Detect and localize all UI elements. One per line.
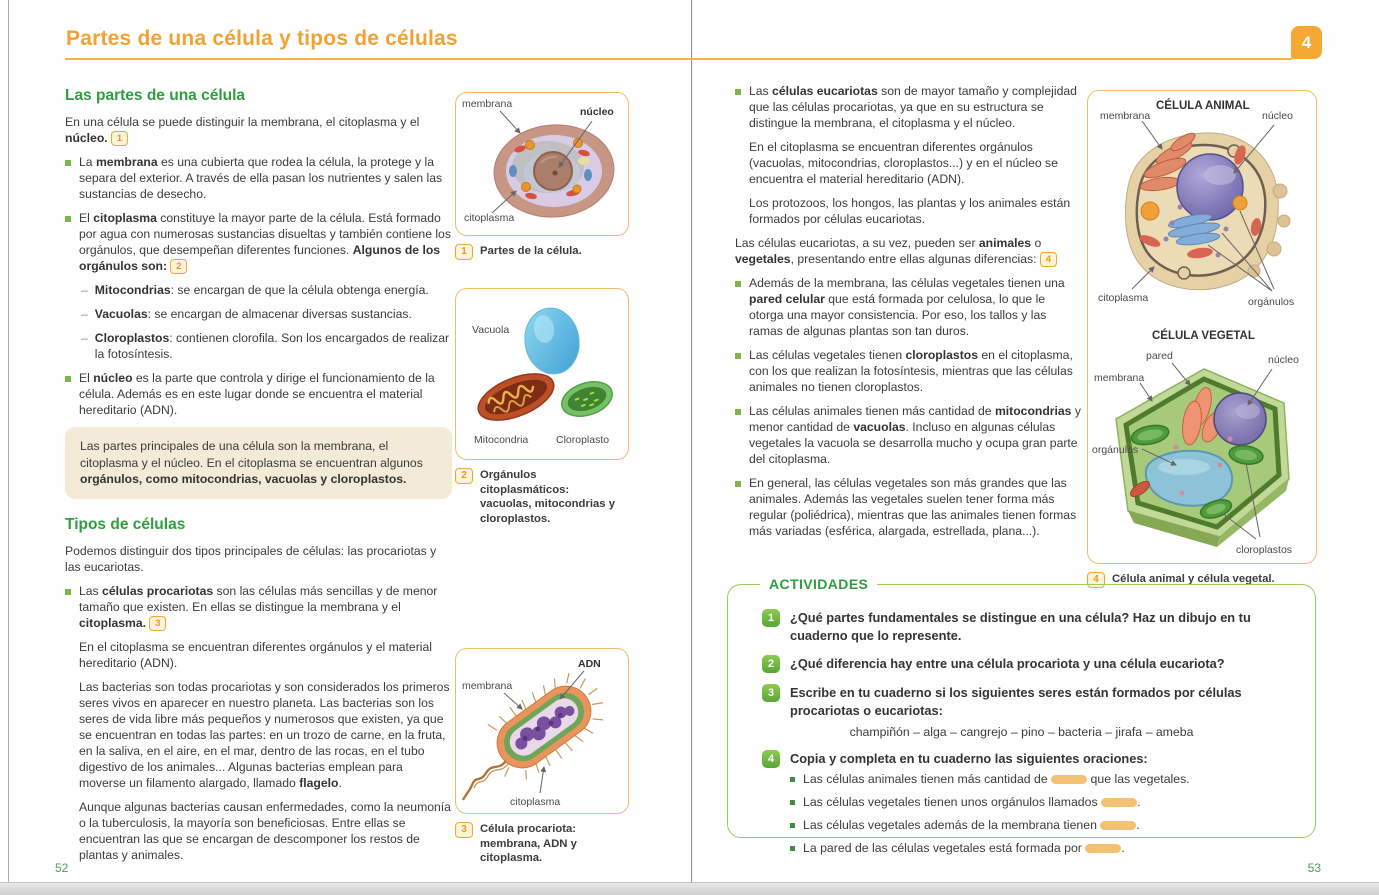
figure-3-procariota (455, 648, 627, 866)
para-animales-vegetales: Las células eucariotas, a su vez, pueden ser animales o vegetales, presentando entre ellas algunas diferencias: 4 (735, 236, 1082, 268)
figure-4-celulas (1087, 90, 1317, 588)
organelles-illustration (456, 289, 628, 459)
plant-label-nucleo: núcleo (1268, 354, 1299, 366)
simple-cell-illustration (456, 93, 628, 235)
animal-cell (1098, 110, 1294, 308)
activity-number-badge: 1 (762, 609, 780, 627)
label-citoplasma: citoplasma (510, 796, 561, 808)
bullet-square-icon (790, 800, 795, 805)
figure-1-caption: 1 Partes de la célula. (455, 244, 627, 260)
section-heading-tipos: Tipos de células (65, 515, 186, 533)
fill-in-blank-pill (1100, 821, 1136, 830)
label-membrana: membrana (462, 680, 513, 692)
summary-box: Las partes principales de una célula son la membrana, el citoplasma y el núcleo. En el citoplasma se encuentran algunos orgánulos, como mitocondrias, vacuolas y cloroplastos. (65, 427, 452, 499)
figure-2-box (455, 288, 629, 460)
fill-in-blank-pill (1085, 844, 1121, 853)
animal-nucleus (1177, 154, 1243, 220)
inline-reference-badge: 1 (111, 131, 128, 146)
mitochondria-shape (472, 364, 560, 429)
page-divider-line (691, 0, 692, 883)
activity-3: 3 Escribe en tu cuaderno si los siguientes seres están formados por células procariotas o eucariotas: (762, 684, 1281, 719)
animal-label-organulos: orgánulos (1248, 296, 1295, 308)
fill-in-blank-pill (1101, 798, 1137, 807)
tipos-intro: Podemos distinguir dos tipos principales de células: las procariotas y las eucariotas. (65, 544, 437, 575)
activity-number-badge: 4 (762, 750, 780, 768)
figure-2-caption: 2 Orgánulos citoplasmáticos: vacuolas, mitocondrias y cloroplastos. (455, 468, 627, 527)
inline-reference-badge: 3 (149, 616, 166, 631)
unit-number-badge: 4 (1291, 26, 1322, 59)
bullet-square-icon (735, 353, 741, 359)
figure-1-box (455, 92, 629, 236)
activities-header: ACTIVIDADES (760, 576, 877, 592)
bullet-square-icon (790, 823, 795, 828)
bullet-square-icon (735, 281, 741, 287)
bullet-procariotas: Las células procariotas son las células más sencillas y de menor tamaño que existen. En ellas se distingue la membrana y el citoplasma. 3 (65, 584, 452, 632)
page-spine-line (8, 0, 9, 883)
label-nucleo: núcleo (580, 106, 614, 118)
page-title: Partes de una célula y tipos de células (66, 27, 458, 50)
bullet-pared-celular: Además de la membrana, las células vegetales tienen una pared celular que está formada por celulosa, lo que le otorga una mayor consistencia. Por eso, los tallos y las ramas de algunas plantas son tan duros. (735, 276, 1082, 340)
fill-in-sentence: Las células vegetales tienen unos orgánulos llamados . (790, 795, 1281, 811)
plant-cell-title: CÉLULA VEGETAL (1152, 330, 1255, 342)
animal-cell-title: CÉLULA ANIMAL (1156, 100, 1250, 112)
left-page-text-column (65, 86, 452, 872)
right-page-text-column (735, 84, 1082, 548)
dash-icon: – (81, 283, 88, 298)
caption-number-badge: 1 (455, 244, 473, 260)
para-beneficiosas: Aunque algunas bacterias causan enfermedades, como la neumonía o la tuberculosis, la mayoría son beneficiosas. Entre ellas se encuentran las que se encargan de descomponer los restos de plantas y animales. (79, 799, 451, 862)
animal-label-membrana: membrana (1100, 110, 1151, 122)
activity-3-word-line: champiñón – alga – cangrejo – pino – bacteria – jirafa – ameba (849, 724, 1194, 739)
figure-1-partes-celula (455, 92, 627, 260)
para-citoplasma-organulos: En el citoplasma se encuentran diferentes orgánulos y el material hereditario (ADN). (79, 640, 432, 671)
activity-1: 1 ¿Qué partes fundamentales se distingue en una célula? Haz un dibujo en tu cuaderno que lo represente. (762, 609, 1281, 644)
label-adn: ADN (578, 658, 601, 670)
figure-2-organulos (455, 288, 627, 527)
para-protozoos: Los protozoos, los hongos, las plantas y los animales están formados por células eucariotas. (749, 195, 1071, 226)
bullet-square-icon (65, 160, 71, 166)
plant-label-organulos: orgánulos (1092, 444, 1139, 456)
page-number-right: 53 (1307, 861, 1321, 875)
plant-label-membrana: membrana (1094, 372, 1145, 384)
bullet-cloroplastos-diff: Las células vegetales tienen cloroplastos en el citoplasma, con los que realizan la fotosíntesis, mientras que las células animales no tienen cloroplastos. (735, 348, 1082, 396)
cell-nucleus (534, 152, 572, 190)
figure-4-caption: 4 Célula animal y célula vegetal. (1087, 572, 1317, 588)
plant-label-cloroplastos: cloroplastos (1236, 544, 1293, 556)
section-heading-partes: Las partes de una célula (65, 87, 246, 104)
bullet-square-icon (790, 777, 795, 782)
vacuole-shape (521, 305, 584, 378)
subbullet-mitocondrias: – Mitocondrias: se encargan de que la célula obtenga energía. (81, 283, 429, 298)
activity-2: 2 ¿Qué diferencia hay entre una célula procariota y una célula eucariota? (762, 655, 1281, 673)
dash-icon: – (81, 307, 88, 322)
animal-plant-cells-illustration (1088, 91, 1316, 563)
activity-number-badge: 2 (762, 655, 780, 673)
caption-number-badge: 3 (455, 822, 473, 838)
bullet-square-icon (65, 216, 71, 222)
bullet-square-icon (735, 409, 741, 415)
label-cloroplasto: Cloroplasto (556, 434, 610, 446)
activity-4: 4 Copia y completa en tu cuaderno las siguientes oraciones: (762, 750, 1281, 768)
figure-3-caption: 3 Célula procariota: membrana, ADN y citoplasma. (455, 822, 627, 866)
plant-cell (1092, 350, 1299, 556)
subbullet-cloroplastos: – Cloroplastos: contienen clorofila. Son los encargados de realizar la fotosíntesis. (81, 331, 450, 362)
animal-label-citoplasma: citoplasma (1098, 292, 1149, 304)
prokaryote-illustration (456, 649, 628, 813)
bullet-forma-diff: En general, las células vegetales son más grandes que las animales. Además las vegetales suelen tener forma más regular (poliédrica), mientras que las animales tienen formas más variadas (esférica, alargada, estrellada, plana...). (735, 476, 1082, 540)
fill-in-sentence: Las células vegetales además de la membrana tienen . (790, 818, 1281, 834)
fill-in-blank-pill (1051, 775, 1087, 784)
label-mitocondria: Mitocondria (474, 434, 529, 446)
para-organulos-eucariotas: En el citoplasma se encuentran diferentes orgánulos (vacuolas, mitocondrias, cloroplastos...) y en el núcleo se encuentra el material hereditario (ADN). (749, 139, 1058, 186)
inline-reference-badge: 4 (1040, 252, 1057, 267)
label-citoplasma: citoplasma (464, 212, 515, 224)
figure-4-box (1087, 90, 1317, 564)
flagellum (463, 761, 508, 800)
bullet-nucleo: El núcleo es la parte que controla y dirige el funcionamiento de la célula. Además es en este lugar donde se encuentra el material hereditario (ADN). (65, 371, 452, 419)
intro-paragraph: En una célula se puede distinguir la membrana, el citoplasma y el núcleo. 1 (65, 115, 420, 146)
label-vacuola: Vacuola (472, 324, 510, 336)
label-membrana: membrana (462, 98, 513, 110)
dash-icon: – (81, 331, 88, 346)
para-bacterias: Las bacterias son todas procariotas y son considerados los primeros seres vivos en aparecer en nuestro planeta. Las bacterias son los seres de vida libre más pequeños y numerosos que existen, ya que se encuentran en todas las partes: en un trozo de carne, en la fruta, en la saliva, en el aire, en el mar, dentro de las rocas, en el tubo digestivo de los animales... Algunas bacterias emplean para moverse un filamento alargado, llamado flagelo. (79, 680, 450, 790)
chloroplast-shape (557, 376, 616, 423)
figure-3-box (455, 648, 629, 814)
fill-in-sentence: La pared de las células vegetales está formada por . (790, 841, 1281, 857)
plant-nucleus (1214, 393, 1266, 445)
animal-label-nucleo: núcleo (1262, 110, 1293, 122)
bullet-membrana: La membrana es una cubierta que rodea la célula, la protege y la separa del exterior. A través de ella pasan los nutrientes y salen las sustancias de desecho. (65, 155, 452, 203)
bullet-citoplasma: El citoplasma constituye la mayor parte de la célula. Está formado por agua con numerosas sustancias disueltas y también contiene los orgánulos, que desempeñan diferentes funciones. Algunos de los orgánulos son: 2 (65, 211, 452, 275)
fill-in-sentence: Las células animales tienen más cantidad de que las vegetales. (790, 772, 1281, 788)
subbullet-vacuolas: – Vacuolas: se encargan de almacenar diversas sustancias. (81, 307, 412, 322)
bullet-square-icon (65, 376, 71, 382)
bullet-eucariotas: Las células eucariotas son de mayor tamaño y complejidad que las células procariotas, ya que en su estructura se distingue la membrana, el citoplasma y el núcleo. (735, 84, 1082, 132)
activity-4-sentences (790, 772, 1281, 857)
page-number-left: 52 (55, 861, 69, 875)
activity-number-badge: 3 (762, 684, 780, 702)
title-underline (65, 58, 1292, 60)
caption-number-badge: 4 (1087, 572, 1105, 588)
bullet-square-icon (735, 481, 741, 487)
plant-label-pared: pared (1146, 350, 1173, 362)
bullet-square-icon (790, 846, 795, 851)
bullet-square-icon (65, 589, 71, 595)
caption-number-badge: 2 (455, 468, 473, 484)
inline-reference-badge: 2 (170, 259, 187, 274)
bullet-square-icon (735, 89, 741, 95)
bullet-mitocondrias-diff: Las células animales tienen más cantidad de mitocondrias y menor cantidad de vacuolas. Incluso en algunas células vegetales la vacuola se desarrolla mucho y ocupa gran parte del citoplasma. (735, 404, 1082, 468)
page-bottom-edge (0, 882, 1379, 895)
